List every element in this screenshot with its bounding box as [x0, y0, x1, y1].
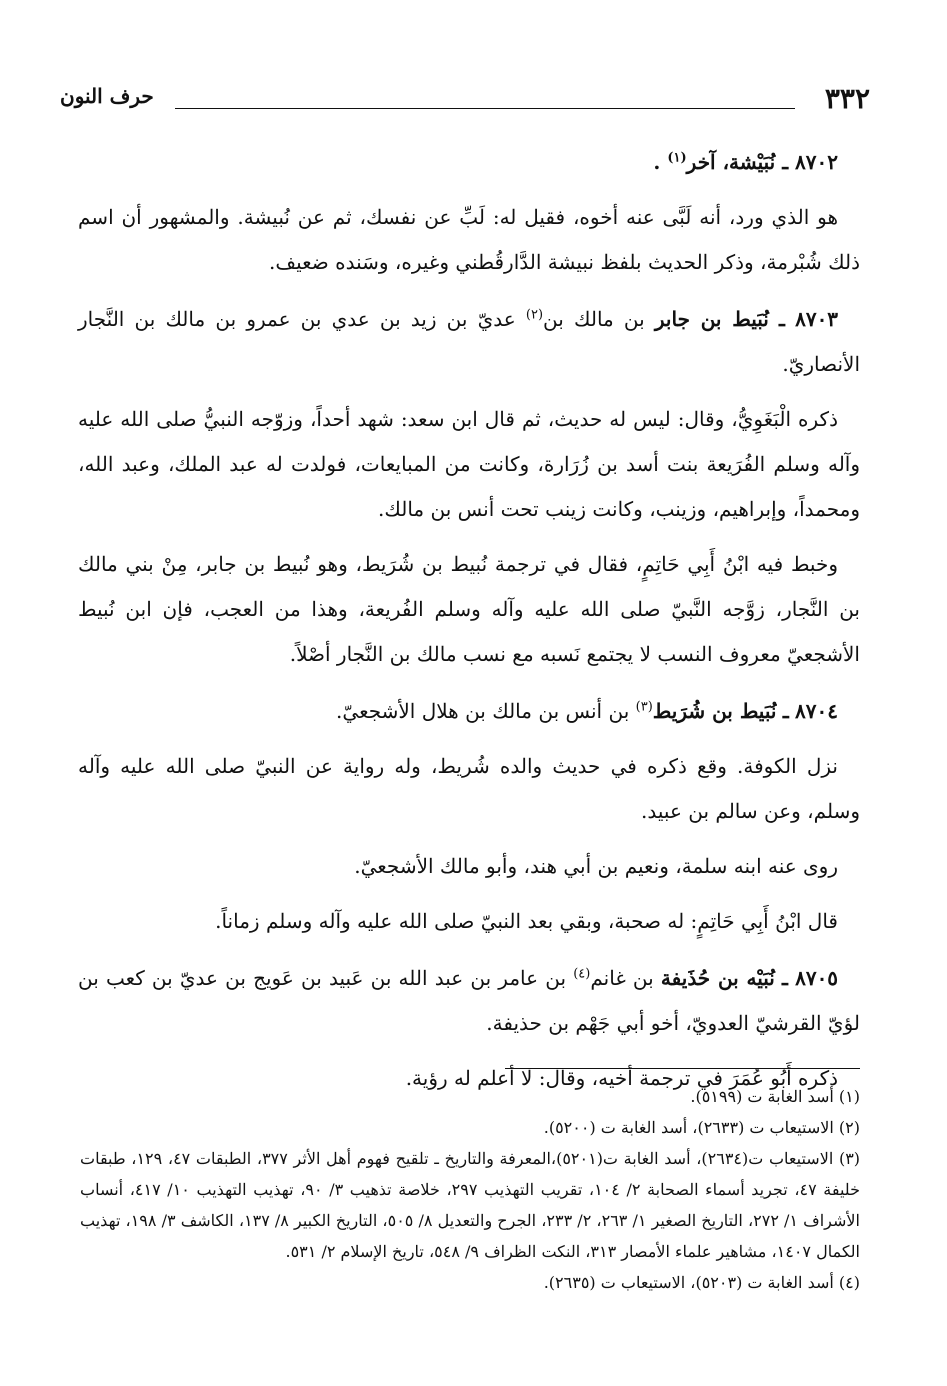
entry-8704: [78, 689, 860, 944]
running-title: حرف النون: [60, 84, 154, 108]
entry-paragraph: هو الذي ورد، أنه لَبَّى عنه أخوه، فقيل له: لَبِّ عن نفسك، ثم عن نُبيشة. والمشهور أن اسم ذلك شُبْرمة، وذكر الحديث بلفظ نبيشة الدَّارقُطني وغيره، وسَنده ضعيف.: [78, 205, 860, 274]
entry-number: ٨٧٠٤: [795, 699, 838, 723]
entry-8703: [78, 297, 860, 677]
entry-heading-tail: بن عامر بن عبد الله بن عَبيد بن عَويج بن عديّ بن كعب بن لؤيّ القرشيّ العدويّ، أخو أبي جَهْم بن حذيفة.: [78, 966, 860, 1035]
page-header: [60, 82, 870, 122]
entry-heading: ٨٧٠٢ ـ نُبَيْشة، آخر$^{(١)}$ .: [653, 150, 838, 174]
footnote-rule: [505, 1068, 860, 1069]
entry-paragraph: نزل الكوفة. وقع ذكره في حديث والده شُريط، وله رواية عن النبيّ صلى الله عليه وآله وسلم، وعن سالم بن عبيد.: [78, 754, 860, 823]
entry-name: نُبَيط بن شُرَيط: [652, 699, 777, 723]
footnote-ref: (٣): [635, 699, 653, 715]
header-rule: [175, 108, 795, 109]
page-body: [78, 140, 860, 1113]
entry-heading: ٨٧٠٣ ـ نُبَيط بن جابر بن مالك بن$^{(٢)}$ عديّ بن زيد بن عدي بن عمرو بن مالك بن النَّجار الأنصاريّ.: [78, 307, 860, 376]
entry-name: نُبَيط بن جابر: [654, 307, 769, 331]
footnote-ref: (٤): [573, 966, 591, 982]
entry-heading-lineage: بن مالك بن: [543, 307, 645, 331]
entry-8702: [78, 140, 860, 285]
footnote: (٣) الاستيعاب ت(٢٦٣٤)، أسد الغابة ت(٥٢٠١)،المعرفة والتاريخ ـ تلقيح فهوم أهل الأثر ٣٧٧، الطبقات ٤٧، ١٢٩، طبقات خليفة ٤٧، تجريد أسماء الصحابة ٢/ ١٠٤، تقريب التهذيب ٢٩٧، خلاصة تذهيب ٣/ ٩٠، تهذيب التهذيب ١٠/ ٤١٧، أنساب الأشراف ١/ ٢٧٢، التاريخ الصغير ١/ ٢٦٣، ٢/ ٢٣٣، الجرح والتعديل ٨/ ٥٠٥، التاريخ الكبير ٨/ ١٣٧، الكاشف ٣/ ١٩٨، تهذيب الكمال ١٤٠٧، مشاهير علماء الأمصار ٣١٣، النكت الظراف ٩/ ٥٤٨، تاريخ الإسلام ٢/ ٥٣١.: [80, 1149, 861, 1261]
entry-heading-tail: بن أنس بن مالك بن هلال الأشجعيّ.: [336, 699, 630, 723]
entry-name: نُبَيْشة، آخر: [686, 150, 776, 174]
entry-heading: ٨٧٠٤ ـ نُبَيط بن شُرَيط$^{(٣)}$ بن أنس بن مالك بن هلال الأشجعيّ.: [336, 699, 838, 723]
entry-number: ٨٧٠٣: [795, 307, 839, 331]
entry-paragraph: قال ابْنُ أَبِي حَاتِمٍ: له صحبة، وبقي بعد النبيّ صلى الله عليه وآله وسلم زماناً.: [215, 909, 838, 933]
entry-paragraph: روى عنه ابنه سلمة، ونعيم بن أبي هند، وأبو مالك الأشجعيّ.: [354, 854, 838, 878]
footnote: (١) أسد الغابة ت (٥١٩٩).: [690, 1087, 860, 1106]
entry-number: ٨٧٠٢: [795, 150, 838, 174]
entry-paragraph: ذكره الْبَغَوِيُّ، وقال: ليس له حديث، ثم قال ابن سعد: شهد أحداً، وزوّجه النبيُّ صلى الله عليه وآله وسلم الفُرَيعة بنت أسد بن زُرَارة، وكانت من المبايعات، فولدت له عبد الملك، وعبد الله، ومحمداً، وإبراهيم، وزينب، وكانت زينب تحت أنس بن مالك.: [78, 407, 860, 521]
footnote-ref: (١): [667, 150, 687, 166]
entry-heading-lineage: بن غانم: [590, 966, 654, 990]
entry-number: ٨٧٠٥: [795, 966, 839, 990]
entry-heading-tail: عديّ بن زيد بن عدي بن عمرو بن مالك بن النَّجار الأنصاريّ.: [78, 307, 860, 376]
entry-name: نُبَيْه بن حُذَيفة: [660, 966, 775, 990]
footnote: (٤) أسد الغابة ت (٥٢٠٣)، الاستيعاب ت (٢٦٣٥).: [543, 1273, 860, 1292]
entry-paragraph: وخبط فيه ابْنُ أَبِي حَاتِمٍ، فقال في ترجمة نُبيط بن شُرَيط، وهو نُبيط بن جابر، مِنْ بني مالك بن النَّجار، زوَّجه النَّبيّ صلى الله عليه وآله وسلم الفُريعة، وهذا من العجب، فإن ابن نُبيط الأشجعيّ معروف النسب لا يجتمع نَسبه مع نسب مالك بن النَّجار أصْلاً.: [78, 552, 860, 666]
footnote: (٢) الاستيعاب ت (٢٦٣٣)، أسد الغابة ت (٥٢٠٠).: [543, 1118, 860, 1137]
entry-heading-tail: .: [653, 150, 661, 174]
footnote-ref: (٢): [525, 307, 544, 323]
page-number: ٣٣٢: [824, 82, 870, 115]
entry-paragraph: ذكره أَبُو عُمَرَ في ترجمة أخيه، وقال: لا أعلم له رؤية.: [405, 1066, 838, 1090]
footnotes: [80, 1068, 860, 1298]
entry-heading: ٨٧٠٥ ـ نُبَيْه بن حُذَيفة بن غانم$^{(٤)}$ بن عامر بن عبد الله بن عَبيد بن عَويج بن عديّ بن كعب بن لؤيّ القرشيّ العدويّ، أخو أبي جَهْم بن حذيفة.: [78, 966, 860, 1035]
